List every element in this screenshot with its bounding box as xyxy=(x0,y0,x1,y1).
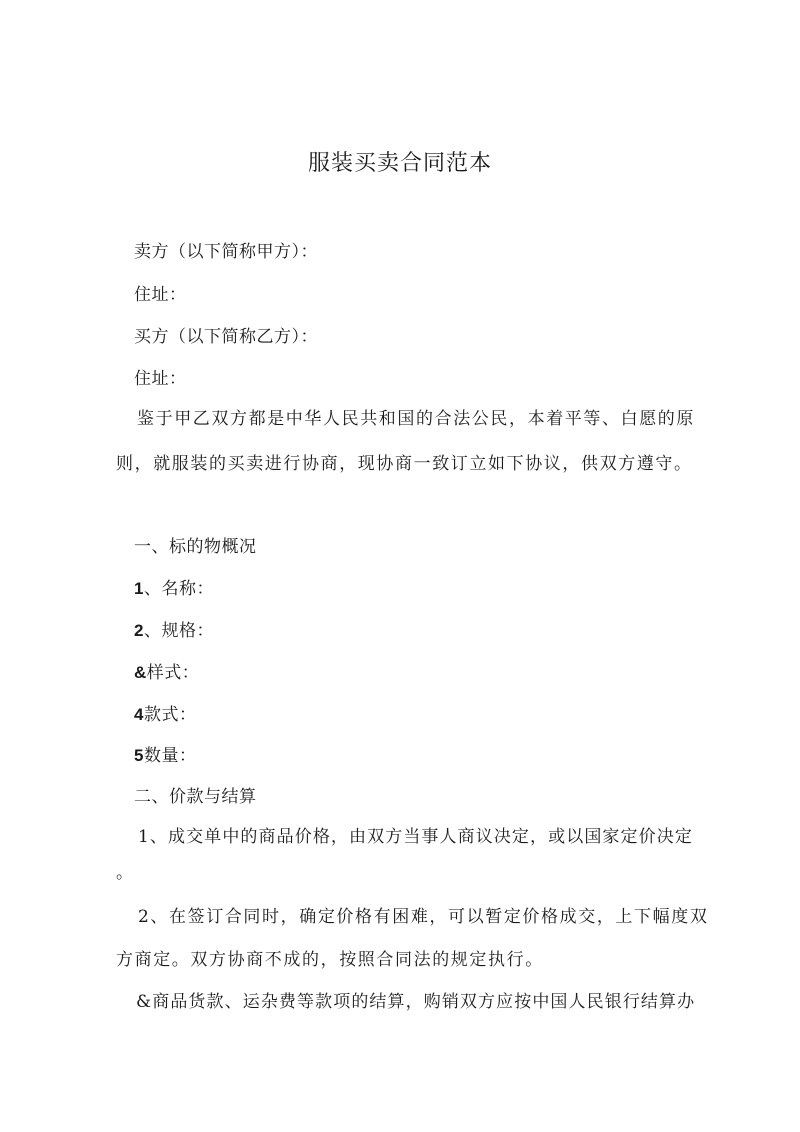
item-number: 5 xyxy=(134,746,144,765)
section-1-item xyxy=(134,616,214,641)
section-1-item xyxy=(134,574,214,599)
section-1-heading: 一、标的物概况 xyxy=(134,537,257,557)
item-text: 款式： xyxy=(143,705,197,725)
seller-address-label: 住址： xyxy=(134,285,187,305)
item-number: 1 xyxy=(134,579,144,598)
item-text: 数量： xyxy=(143,746,197,766)
buyer-label: 买方（以下简称乙方）： xyxy=(134,327,318,347)
section-2-paragraph-2-line-1: 2、在签订合同时，确定价格有困难，可以暂定价格成交，上下幅度双 xyxy=(138,907,709,927)
section-2-heading: 二、价款与结算 xyxy=(134,787,257,807)
section-2-paragraph-1-line-1: 1、成交单中的商品价格，由双方当事人商议决定，或以国家定价决定 xyxy=(138,827,693,847)
item-number: 2 xyxy=(134,621,144,640)
item-number: & xyxy=(134,663,147,682)
section-2-paragraph-1-line-2: 。 xyxy=(116,863,134,883)
item-text: 、规格： xyxy=(143,621,214,641)
section-2-paragraph-2-line-2: 方商定。双方协商不成的，按照合同法的规定执行。 xyxy=(116,950,544,970)
item-text: 样式： xyxy=(146,663,200,683)
section-2-paragraph-3-line-1: &商品货款、运杂费等款项的结算，购销双方应按中国人民银行结算办 xyxy=(136,992,696,1012)
item-number: 4 xyxy=(134,705,144,724)
document-title: 服装买卖合同范本 xyxy=(307,151,492,176)
buyer-address-label: 住址： xyxy=(134,369,187,389)
seller-label: 卖方（以下简称甲方）： xyxy=(134,242,318,262)
preamble-line-2: 则，就服装的买卖进行协商，现协商一致订立如下协议，供双方遵守。 xyxy=(116,454,693,474)
section-1-item xyxy=(134,700,196,725)
item-text: 、名称： xyxy=(143,579,214,599)
section-1-item xyxy=(134,741,196,766)
preamble-line-1: 鉴于甲乙双方都是中华人民共和国的合法公民，本着平等、白愿的原 xyxy=(137,409,695,429)
section-1-item xyxy=(134,658,199,683)
